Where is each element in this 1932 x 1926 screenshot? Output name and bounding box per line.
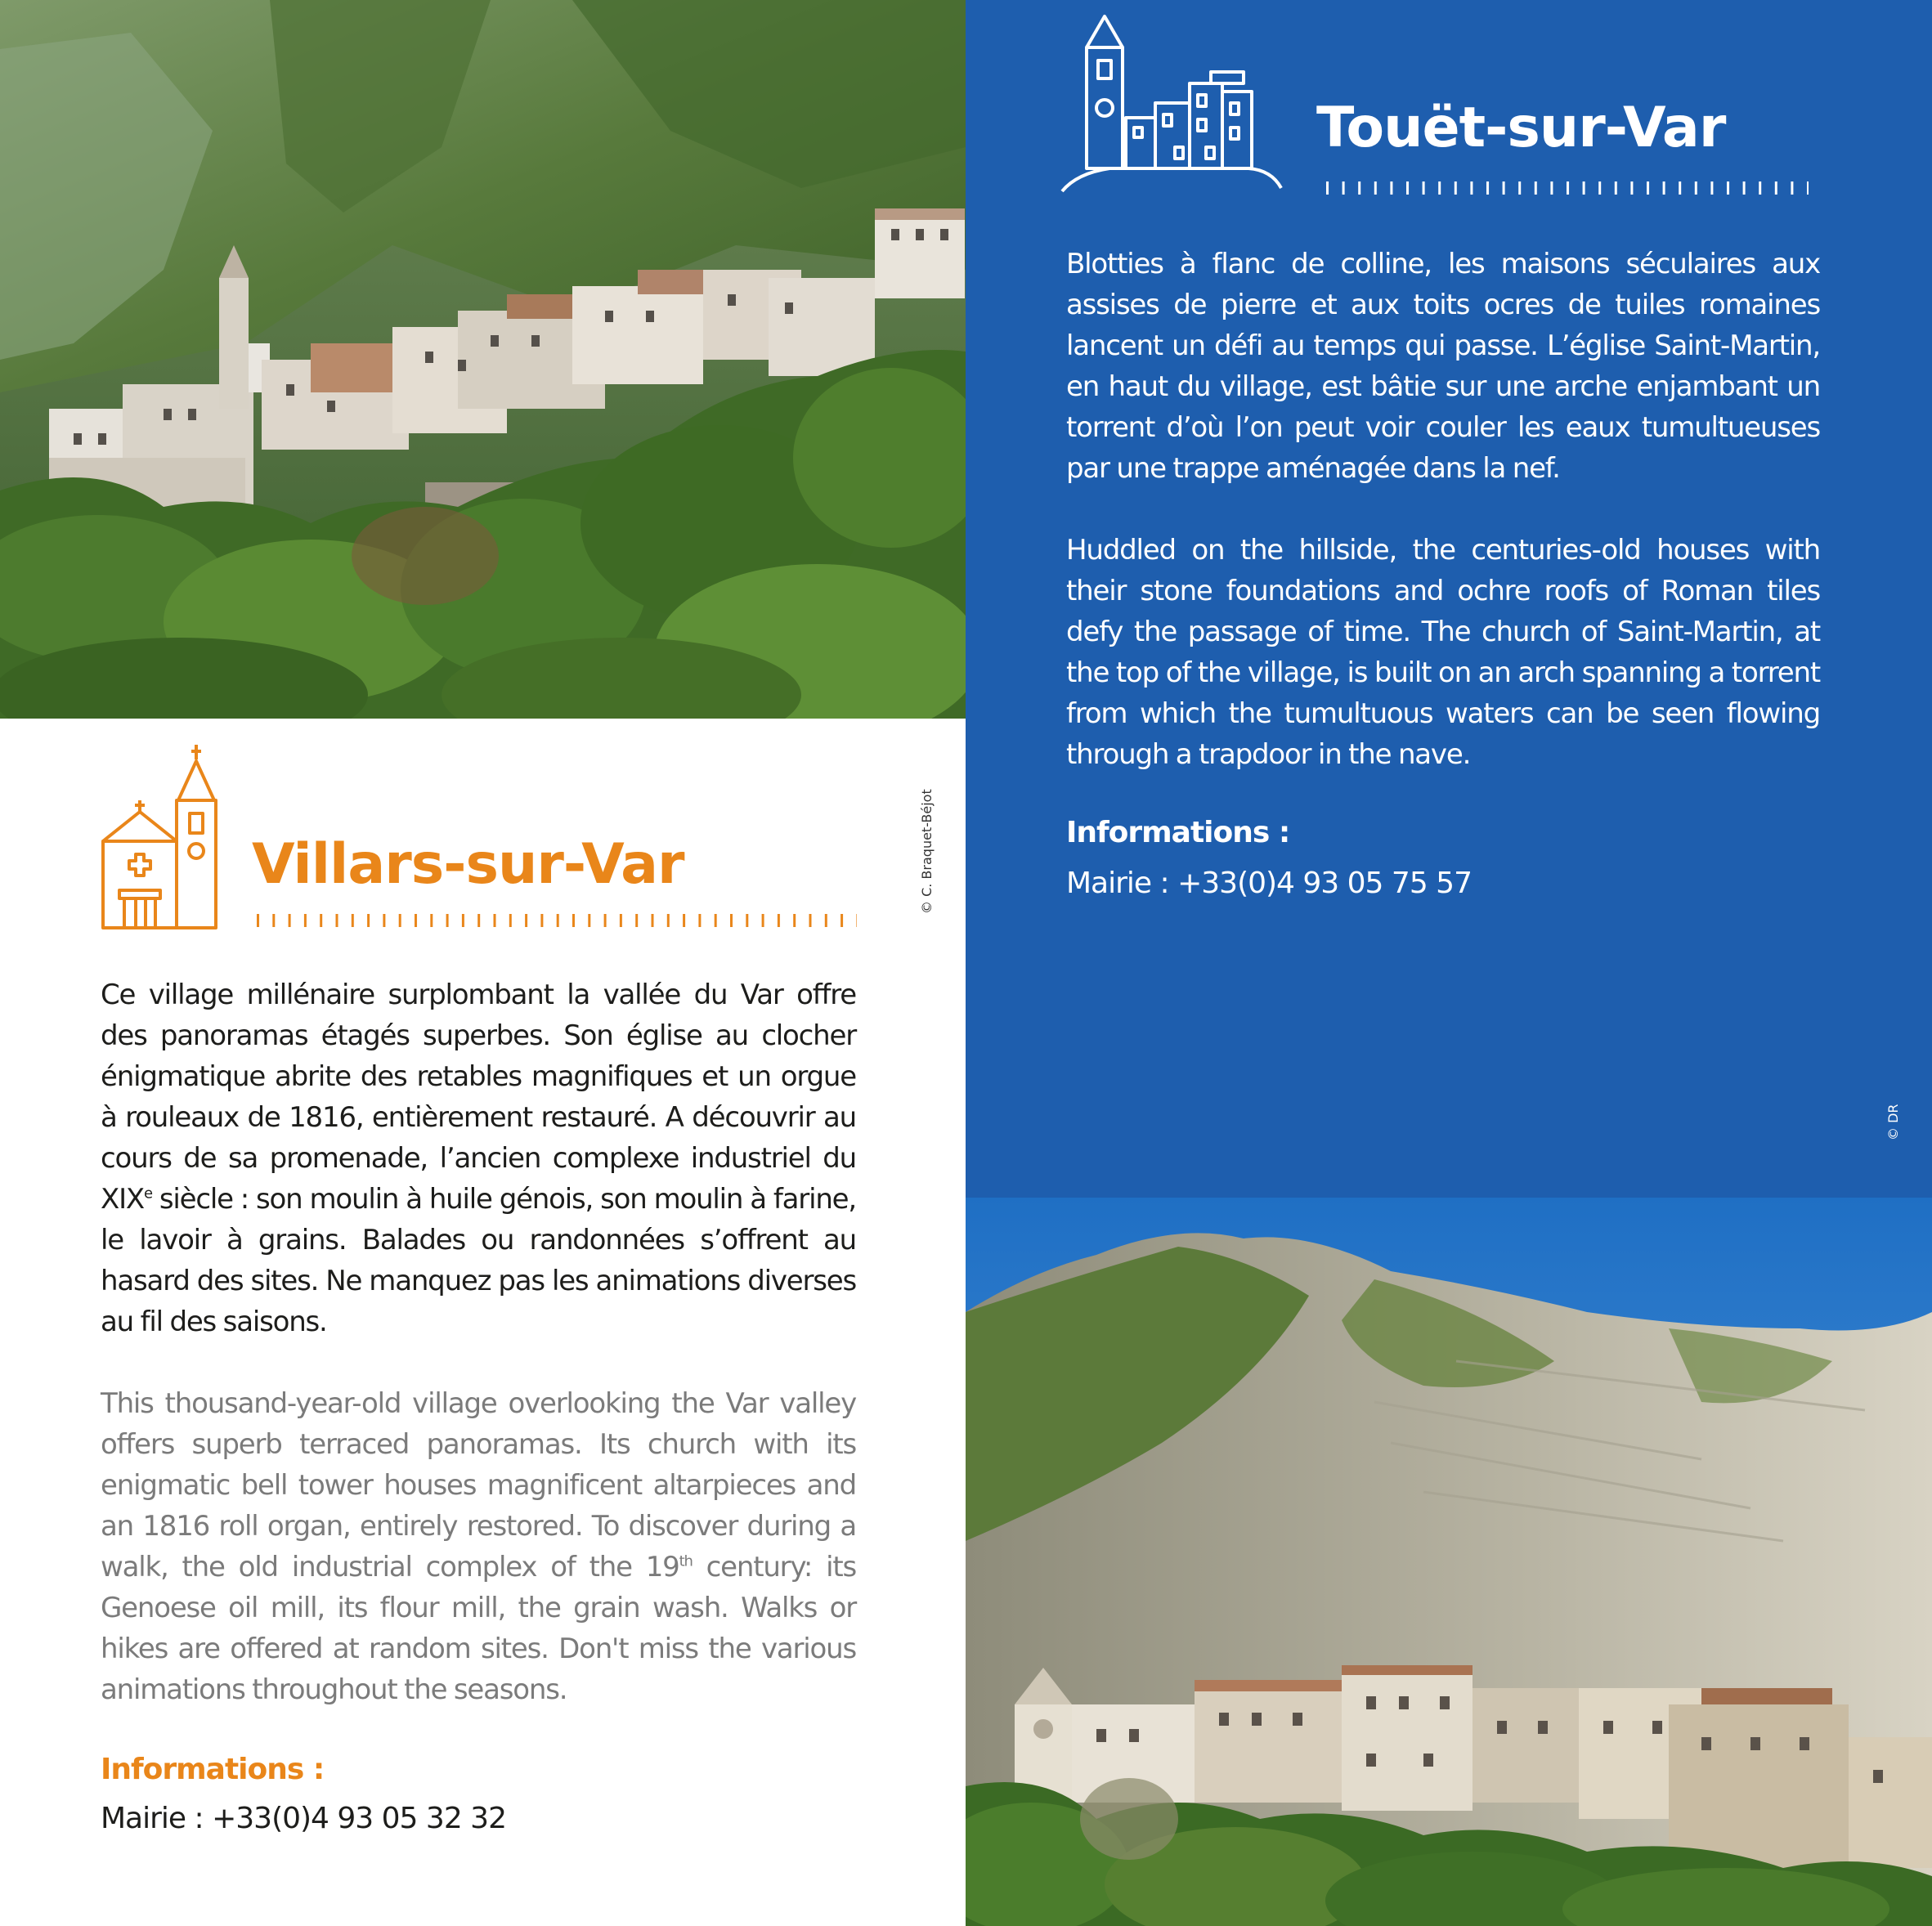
touet-title-ruler — [1326, 181, 1809, 195]
touet-description-fr: Blotties à flanc de colline, les maisons séculaires aux assises de pierre et aux toits ocres de tuiles romaines lancent un défi au temps qui passe. L’église Saint-Martin, en haut du village, est bâtie sur une arche enjambant un torrent d’où l’on peut voir couler les eaux tumultueuses par une trappe aménagée dans la nef. — [1066, 248, 1820, 485]
villars-description-en: This thousand-year-old village overlooking the Var valley offers superb terraced panoramas. Its church with its enigmatic bell tower houses magnificent altarpieces and an 1816 roll organ, entirely restored. To discover during a walk, the old industrial complex of the 19th century: its Genoese oil mill, its flour mill, the grain wash. Walks or hikes are offered at random sites. Don't miss the various animations throughout the seasons. — [101, 1387, 856, 1706]
villars-description-fr: Ce village millénaire surplombant la vallée du Var offre des panoramas étagés superbes. Son église au clocher énigmatique abrite des retables magnifiques et un orgue à rouleaux de 1816, entièrement restauré. A découvrir au cours de sa promenade, l’ancien complexe industriel du XIXe siècle : son moulin à huile génois, son moulin à farine, le lavoir à grains. Balades ou randonnées s’offrent au hasard des sites. Ne manquez pas les animations diverses au fil des saisons. — [101, 979, 856, 1338]
villars-title-ruler — [257, 914, 857, 927]
touet-description-en: Huddled on the hillside, the centuries-old houses with their stone foundations and ochre roofs of Roman tiles defy the passage of time. The church of Saint-Martin, at the top of the village, is built on an arch spanning a torrent from which the tumultuous waters can be seen flowing through a trapdoor in the nave. — [1066, 534, 1820, 771]
hilltop-village-icon — [1060, 13, 1283, 195]
touet-title: Touët-sur-Var — [1316, 96, 1726, 160]
touet-info-label: Informations : — [1066, 816, 1290, 849]
villars-photo-credit: © C. Braquet-Béjot — [919, 789, 935, 914]
church-bell-tower-icon — [100, 743, 222, 929]
touet-photo-credit: © DR — [1885, 1104, 1901, 1140]
villars-info-label: Informations : — [101, 1753, 325, 1786]
villars-mairie-phone: Mairie : +33(0)4 93 05 32 32 — [101, 1802, 506, 1835]
villars-village-photo — [0, 0, 966, 719]
touet-mairie-phone: Mairie : +33(0)4 93 05 75 57 — [1066, 867, 1472, 900]
touet-village-photo — [966, 1198, 1932, 1926]
villars-title: Villars-sur-Var — [252, 832, 684, 897]
